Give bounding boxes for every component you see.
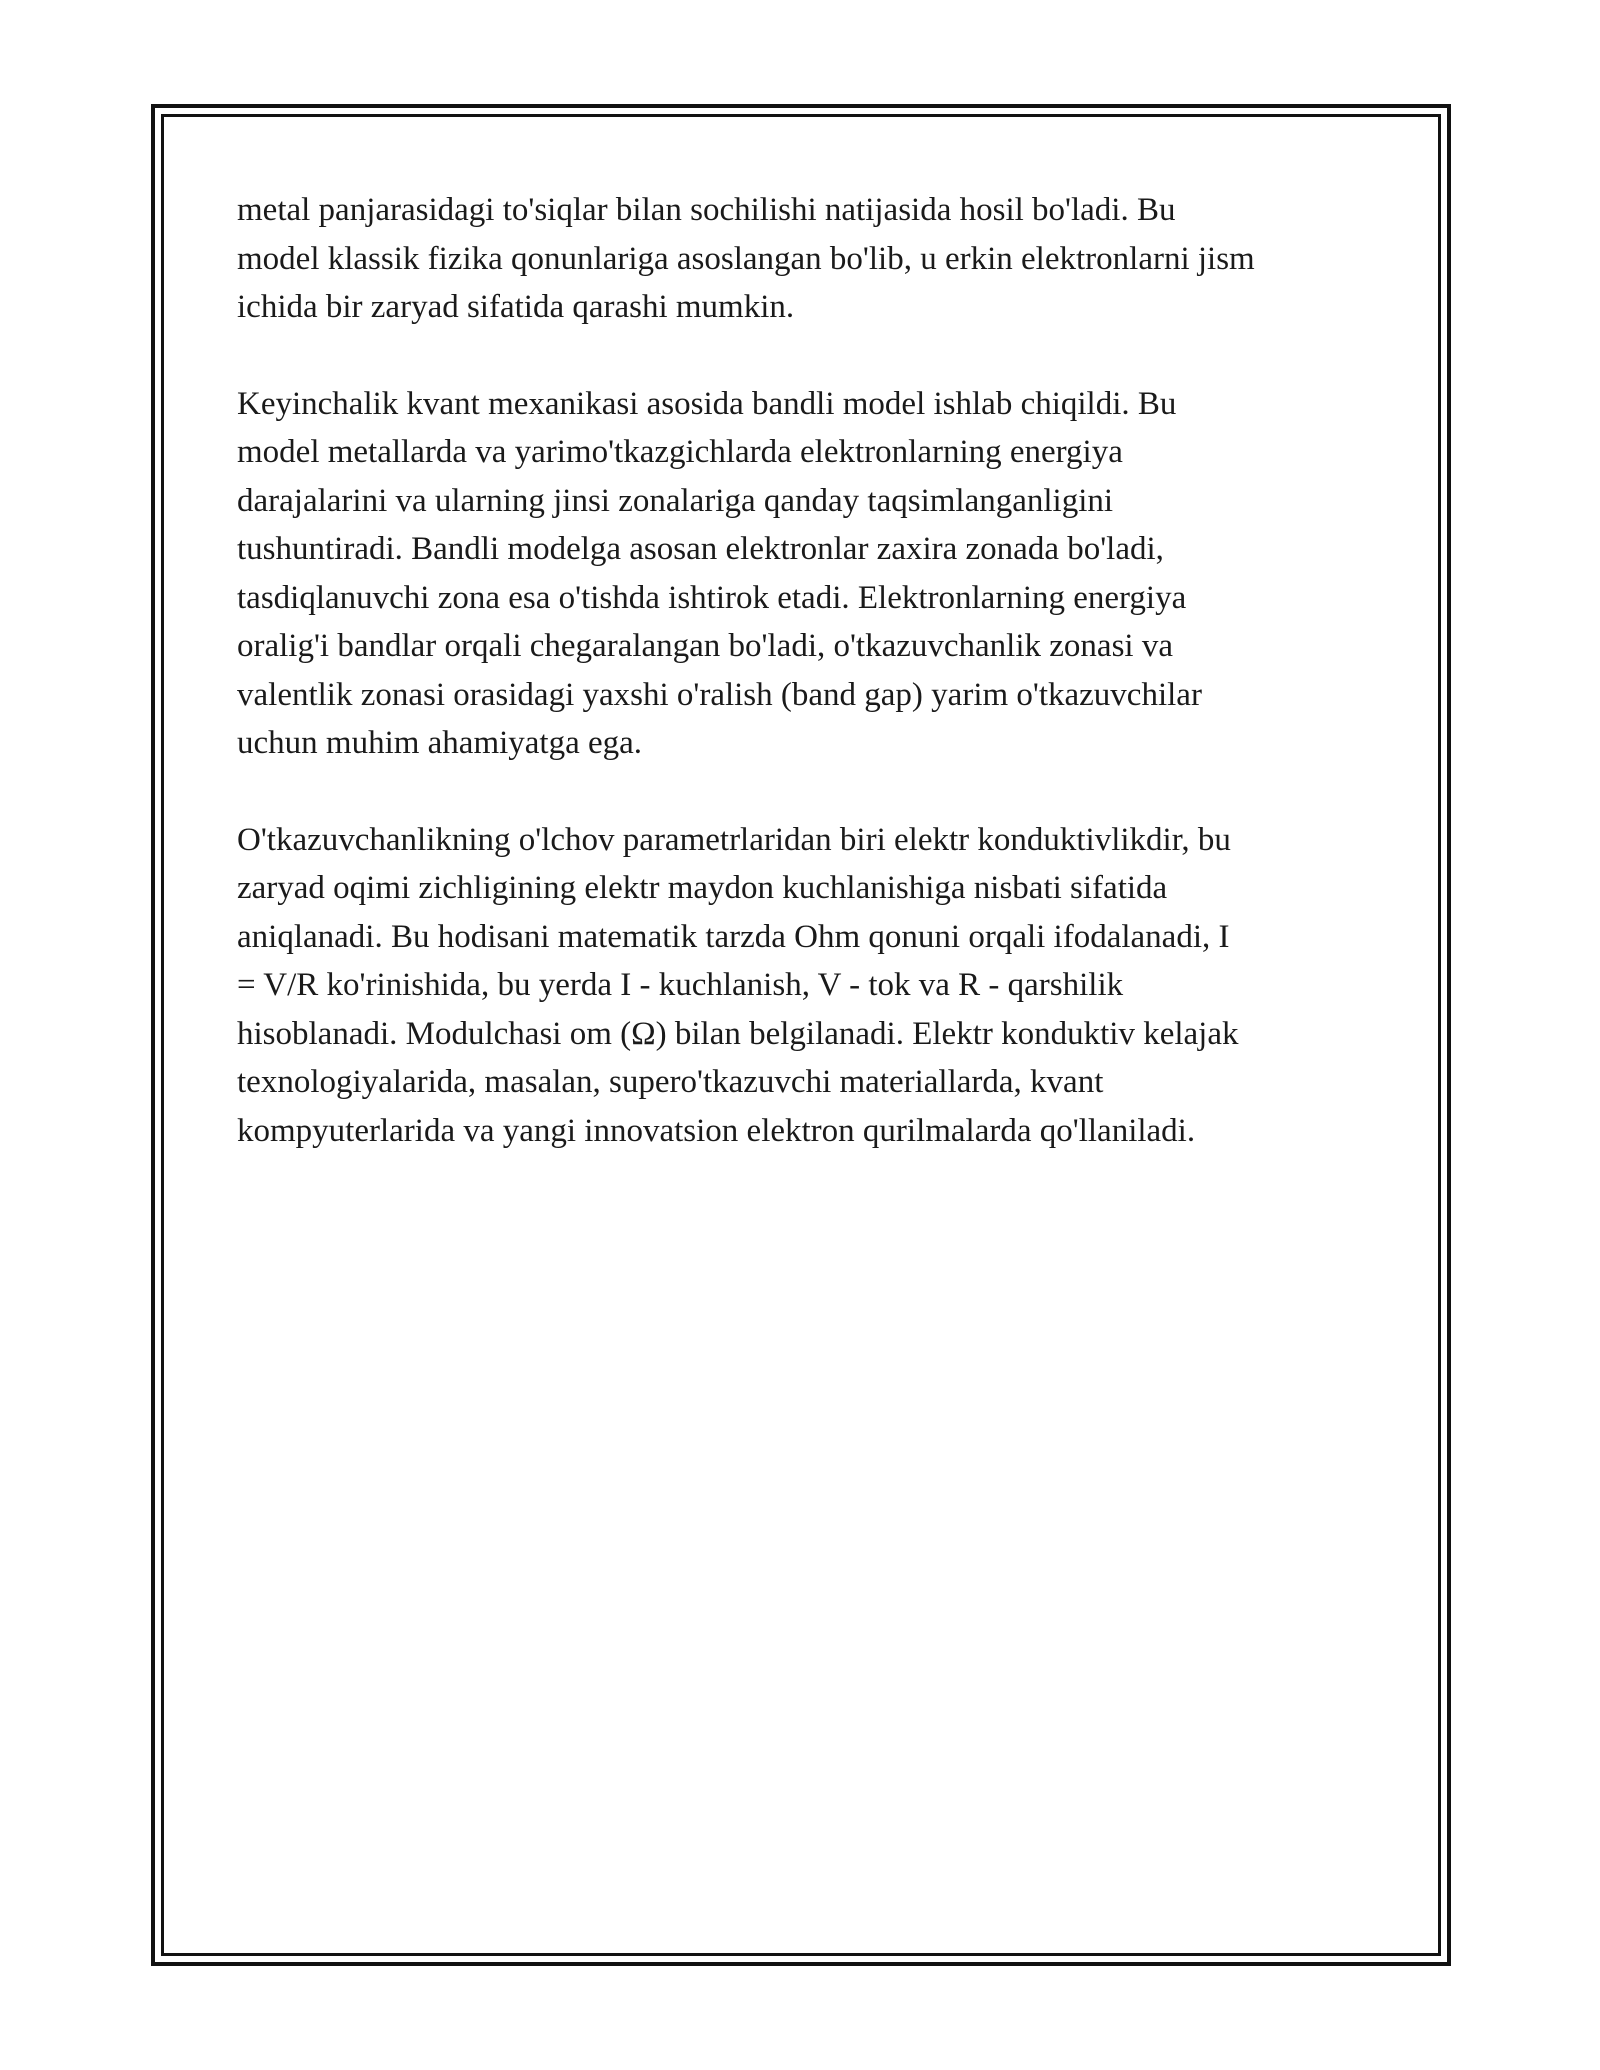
text-line: valentlik zonasi orasidagi yaxshi o'ralish (band gap) yarim o'tkazuvchilar — [237, 676, 1202, 713]
text-line: uchun muhim ahamiyatga ega. — [237, 725, 643, 761]
text-line: ichida bir zaryad sifatida qarashi mumkin. — [237, 289, 795, 325]
document-body — [237, 186, 1377, 1203]
text-line: aniqlanadi. Bu hodisani matematik tarzda Ohm qonuni orqali ifodalanadi, I — [237, 918, 1230, 955]
text-line: O'tkazuvchanlikning o'lchov parametrlaridan biri elektr konduktivlikdir, bu — [237, 821, 1231, 858]
paragraph-1 — [237, 186, 1377, 332]
text-line: darajalarini va ularning jinsi zonalariga qanday taqsimlanganligini — [237, 482, 1114, 519]
text-line: metal panjarasidagi to'siqlar bilan sochilishi natijasida hosil bo'ladi. Bu — [237, 192, 1176, 228]
text-line: Keyinchalik kvant mexanikasi asosida bandli model ishlab chiqildi. Bu — [237, 385, 1177, 422]
paragraph-3 — [237, 816, 1377, 1156]
text-line: texnologiyalarida, masalan, supero'tkazuvchi materiallarda, kvant — [237, 1064, 1104, 1100]
text-line: kompyuterlarida va yangi innovatsion elektron qurilmalarda qo'llaniladi. — [237, 1112, 1196, 1149]
text-line: tushuntiradi. Bandli modelga asosan elektronlar zaxira zonada bo'ladi, — [237, 531, 1164, 567]
text-line: model klassik fizika qonunlariga asoslangan bo'lib, u erkin elektronlarni jism — [237, 240, 1255, 277]
text-line: zaryad oqimi zichligining elektr maydon kuchlanishiga nisbati sifatida — [237, 870, 1168, 906]
paragraph-2 — [237, 380, 1377, 768]
text-line: = V/R ko'rinishida, bu yerda I - kuchlanish, V - tok va R - qarshilik — [237, 967, 1124, 1003]
text-line: tasdiqlanuvchi zona esa o'tishda ishtirok etadi. Elektronlarning energiya — [237, 579, 1187, 616]
text-line: oralig'i bandlar orqali chegaralangan bo'ladi, o'tkazuvchanlik zonasi va — [237, 628, 1173, 664]
text-line: model metallarda va yarimo'tkazgichlarda elektronlarning energiya — [237, 434, 1123, 470]
text-line: hisoblanadi. Modulchasi om (Ω) bilan belgilanadi. Elektr konduktiv kelajak — [237, 1015, 1239, 1052]
